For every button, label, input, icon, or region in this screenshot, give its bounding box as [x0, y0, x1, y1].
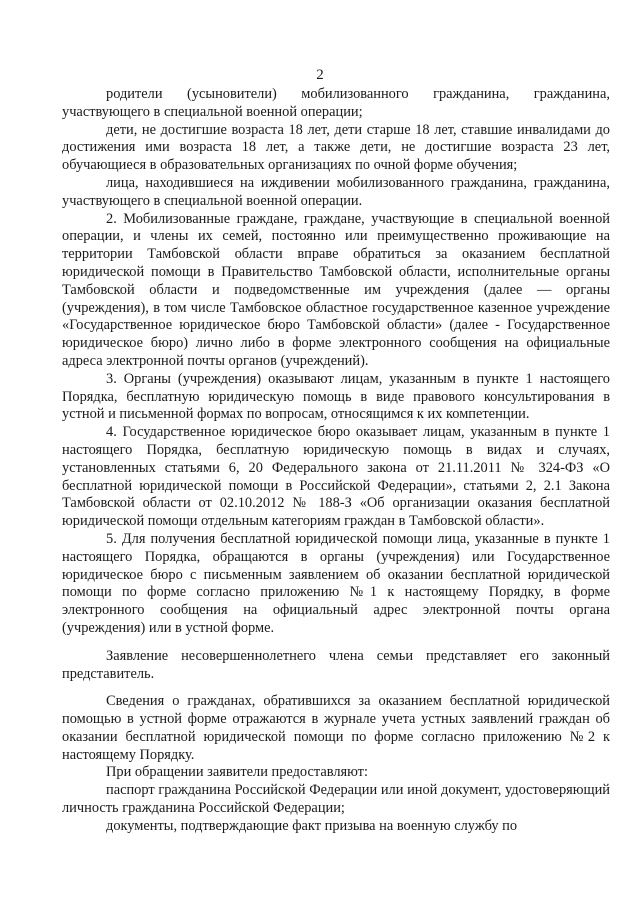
page-number: 2 — [316, 67, 324, 83]
paragraph: 3. Органы (учреждения) оказывают лицам, указанным в пункте 1 настоящего Порядка, бесплатную юридическую помощь в виде правового консультирования в устной и письменной формах по вопросам, относящимся к их компетенции. — [62, 370, 610, 423]
paragraph: Заявление несовершеннолетнего члена семьи представляет его законный представитель. — [62, 647, 610, 682]
paragraph: родители (усыновители) мобилизованного гражданина, гражданина, участвующего в специальной военной операции; — [62, 86, 610, 120]
paragraph: 2. Мобилизованные граждане, граждане, участвующие в специальной военной операции, и члены их семей, постоянно или преимущественно проживающие на территории Тамбовской области вправе обратиться за оказанием бесплатной юридической помощи в Правительство Тамбовской области, исполнительные органы Тамбовской области и подведомственные им учреждения (далее — органы (учреждения), в том числе Тамбовское областное государственное казенное учреждение «Государственное юридическое бюро Тамбовской области» (далее - Государственное юридическое бюро) лично либо в форме электронного сообщения на официальные адреса электронной почты органов (учреждений). — [62, 210, 610, 369]
paragraph: Сведения о гражданах, обратившихся за оказанием бесплатной юридической помощью в устной форме отражаются в журнале учета устных заявлений граждан об оказании бесплатной юридической помощи по форме согласно приложению №2 к настоящему Порядку. — [62, 693, 610, 763]
document-body — [62, 86, 610, 836]
paragraph: При обращении заявители предоставляют: — [106, 764, 368, 781]
paragraph: дети, не достигшие возраста 18 лет, дети старше 18 лет, ставшие инвалидами до достижения ими возраста 18 лет, а также дети, не достигшие возраста 23 лет, обучающиеся в образовательных организациях по очной форме обучения; — [62, 121, 610, 174]
paragraph: лица, находившиеся на иждивении мобилизованного гражданина, гражданина, участвующего в специальной военной операции. — [62, 174, 610, 209]
paragraph: 5. Для получения бесплатной юридической помощи лица, указанные в пункте 1 настоящего Порядка, обращаются в органы (учреждения) или Государственное юридическое бюро с письменным заявлением об оказании бесплатной юридической помощи по форме согласно приложению №1 к настоящему Порядку, в форме электронного сообщения на официальный адрес электронной почты органа (учреждения) или в устной форме. — [62, 530, 610, 636]
paragraph: 4. Государственное юридическое бюро оказывает лицам, указанным в пункте 1 настоящего Порядка, бесплатную юридическую помощь в видах и случаях, установленных статьями 6, 20 Федерального закона от 21.11.2011 № 324-ФЗ «О бесплатной юридической помощи в Российской Федерации», статьями 2, 2.1 Закона Тамбовской области от 02.10.2012 № 188-З «Об организации оказания бесплатной юридической помощи отдельным категориям граждан в Тамбовской области». — [62, 424, 610, 530]
paragraph: паспорт гражданина Российской Федерации или иной документ, удостоверяющий личность гражданина Российской Федерации; — [62, 782, 610, 817]
paragraph: документы, подтверждающие факт призыва на военную службу по — [106, 817, 518, 834]
